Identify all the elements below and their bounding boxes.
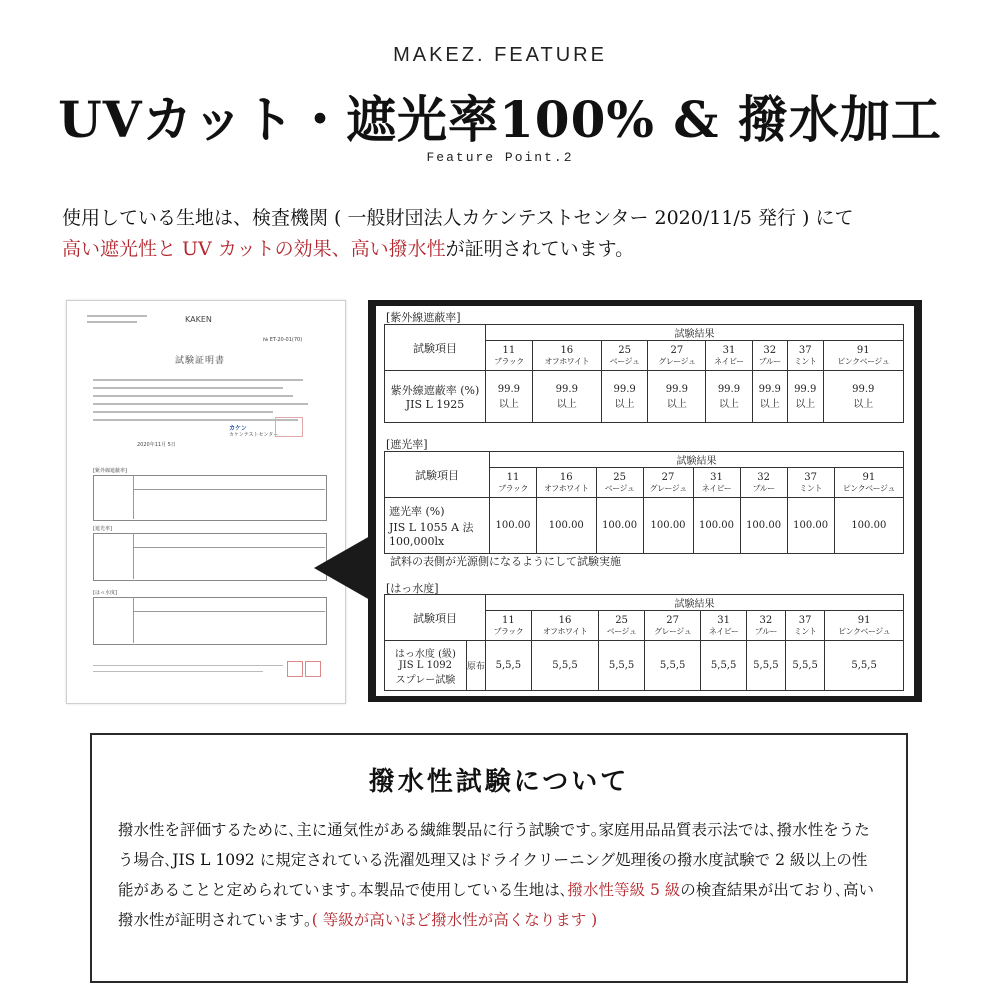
- water-table: [384, 594, 904, 691]
- color-name: ブルー: [752, 483, 775, 493]
- color-code: 27: [661, 471, 675, 483]
- uv-item-cell: [385, 371, 486, 423]
- shade-section-label: [遮光率]: [386, 438, 428, 451]
- doc-section-uv: [紫外線遮蔽率]: [93, 468, 127, 474]
- color-code: 32: [763, 344, 777, 356]
- color-header-cell: [746, 611, 785, 641]
- intro-text: [62, 203, 962, 265]
- color-name: ピンクベージュ: [838, 626, 891, 636]
- doc-header-line: [87, 321, 137, 323]
- color-header-cell: [599, 611, 645, 641]
- doc-section-water: [はっ水度]: [93, 590, 117, 596]
- color-header-cell: [834, 468, 903, 498]
- color-name: ベージュ: [606, 626, 637, 636]
- color-header-cell: [693, 468, 740, 498]
- results-header: 試験結果: [490, 452, 904, 468]
- color-code: 91: [857, 614, 871, 626]
- intro-line-2-rest: が証明されています。: [445, 238, 635, 260]
- water-item-line-3: スプレー試験: [395, 675, 456, 686]
- uv-value-cell: 99.9 以上: [823, 371, 903, 423]
- doc-text-line: [93, 387, 283, 389]
- uv-item-line-1: 紫外線遮蔽率 (%): [390, 384, 480, 397]
- color-header-cell: [787, 468, 834, 498]
- color-name: ミント: [793, 356, 817, 366]
- color-code: 25: [613, 471, 626, 483]
- uv-table: [384, 324, 904, 423]
- color-code: 37: [804, 471, 817, 483]
- doc-table-rule: [133, 597, 134, 643]
- info-text-1: 撥水性を評価するために､主に通気性がある繊維製品に行う試験です｡家庭用品品質表示法では､撥水性をうたう場合､JIS L 1092 に規定されている洗濯処理又はドライクリーニング処理後の撥水度試験で 2 級以上の性能があることと定められています｡本製品で使用している生地は､: [118, 821, 870, 899]
- uv-value-cell: 99.9 以上: [486, 371, 533, 423]
- shade-item-line-1: 遮光率 (%): [389, 505, 445, 518]
- shade-value-cell: 100.00: [693, 498, 740, 554]
- info-text-2: の検査結果が出ており､高い撥水性が証明されています｡: [118, 881, 874, 929]
- color-code: 16: [560, 344, 574, 356]
- color-name: グレージュ: [649, 483, 687, 493]
- item-header: 試験項目: [385, 595, 486, 641]
- color-code: 11: [502, 614, 515, 626]
- doc-text-line: [93, 379, 303, 381]
- color-header-cell: [490, 468, 537, 498]
- water-item-cell: [385, 641, 467, 691]
- doc-seal: [305, 661, 321, 677]
- color-code: 32: [757, 471, 770, 483]
- item-header: 試験項目: [385, 452, 490, 498]
- intro-line-1: 使用している生地は、検査機関 ( 一般財団法人カケンテストセンター 2020/11/5 発行 ) にて: [62, 207, 854, 229]
- color-code: 25: [618, 344, 631, 356]
- callout-pointer: [314, 536, 370, 600]
- shade-value-cell: 100.00: [537, 498, 597, 554]
- uv-value-cell: 99.9 以上: [752, 371, 787, 423]
- water-value-cell: 5,5,5: [531, 641, 599, 691]
- doc-footer-line: [93, 665, 283, 666]
- feature-point-label: Feature Point.2: [426, 150, 574, 165]
- water-value-cell: 5,5,5: [825, 641, 904, 691]
- doc-table-rule: [133, 533, 134, 579]
- uv-section-label: [紫外線遮蔽率]: [386, 311, 461, 324]
- color-code: 25: [615, 614, 628, 626]
- color-name: ネイビー: [714, 356, 744, 366]
- color-header-cell: [531, 611, 599, 641]
- water-value-cell: 5,5,5: [644, 641, 701, 691]
- doc-table-water: [93, 597, 327, 645]
- info-box-body: [118, 815, 878, 935]
- shade-item-line-3: 100,000lx: [389, 535, 445, 548]
- color-code: 31: [710, 471, 723, 483]
- shade-value-cell: 100.00: [740, 498, 787, 554]
- color-name: ミント: [793, 626, 817, 636]
- color-name: グレージュ: [658, 356, 696, 366]
- color-name: ベージュ: [609, 356, 640, 366]
- uv-value-cell: 99.9 以上: [787, 371, 823, 423]
- doc-section-shade: [遮光率]: [93, 526, 112, 532]
- color-name: ピンクベージュ: [837, 356, 890, 366]
- uv-value-cell: 99.9 以上: [532, 371, 601, 423]
- color-header-cell: [643, 468, 693, 498]
- color-name: オフホワイト: [542, 626, 588, 636]
- results-header: 試験結果: [486, 325, 904, 341]
- intro-highlight: 高い遮光性と UV カットの効果、高い撥水性: [62, 238, 446, 260]
- color-code: 32: [759, 614, 773, 626]
- color-header-cell: [740, 468, 787, 498]
- doc-text-line: [93, 395, 293, 397]
- color-header-cell: [786, 611, 825, 641]
- shade-note: 試料の表側が光源側になるようにして試験実施: [390, 555, 621, 568]
- results-header: 試験結果: [486, 595, 904, 611]
- info-highlight-note: ( 等級が高いほど撥水性が高くなります ): [311, 911, 598, 929]
- doc-stamp-logo: カケン: [229, 425, 247, 432]
- color-code: 37: [798, 614, 812, 626]
- doc-text-line: [93, 411, 273, 413]
- shade-value-cell: 100.00: [787, 498, 834, 554]
- color-header-cell: [823, 341, 903, 371]
- color-header-cell: [596, 468, 643, 498]
- color-header-cell: [537, 468, 597, 498]
- doc-date: 2020年11月 5日: [137, 442, 176, 448]
- color-code: 11: [506, 471, 520, 483]
- color-code: 16: [558, 614, 572, 626]
- color-name: ネイビー: [708, 626, 739, 636]
- doc-seal: [275, 417, 303, 437]
- water-repellency-info-box: [90, 733, 908, 983]
- intro-line-2: [62, 234, 962, 265]
- water-value-cell: 5,5,5: [599, 641, 645, 691]
- doc-text-line: [93, 403, 308, 405]
- doc-table-rule: [133, 489, 325, 490]
- doc-footer-line: [93, 671, 263, 672]
- shade-value-cell: 100.00: [834, 498, 903, 554]
- water-value-cell: 5,5,5: [746, 641, 785, 691]
- color-name: ネイビー: [701, 483, 732, 493]
- color-code: 16: [559, 471, 573, 483]
- page-title: UVカット・遮光率100% & 撥水加工: [58, 90, 942, 149]
- shade-item-cell: [385, 498, 490, 554]
- doc-org: KAKEN: [185, 315, 212, 324]
- doc-text-line: [93, 419, 298, 421]
- info-highlight-grade: 撥水性等級 5 級: [567, 881, 681, 899]
- color-name: グレージュ: [654, 626, 692, 636]
- water-value-cell: 5,5,5: [786, 641, 825, 691]
- color-name: オフホワイト: [544, 483, 589, 493]
- color-code: 27: [670, 344, 684, 356]
- color-header-cell: [648, 341, 706, 371]
- color-header-cell: [532, 341, 601, 371]
- color-name: オフホワイト: [544, 356, 590, 366]
- info-box-title: 撥水性試験について: [368, 767, 630, 797]
- color-header-cell: [644, 611, 701, 641]
- doc-seal: [287, 661, 303, 677]
- color-name: ブラック: [498, 483, 528, 493]
- water-value-cell: 5,5,5: [486, 641, 532, 691]
- color-name: ブラック: [493, 356, 524, 366]
- uv-value-cell: 99.9 以上: [706, 371, 752, 423]
- color-name: ミント: [799, 483, 822, 493]
- shade-item-line-2: JIS L 1055 A 法: [389, 521, 474, 534]
- brand-label: MAKEZ. FEATURE: [393, 44, 607, 66]
- shade-value-cell: 100.00: [643, 498, 693, 554]
- doc-center-name: カケンテストセンター: [229, 432, 279, 438]
- color-code: 31: [722, 344, 736, 356]
- uv-value-cell: 99.9 以上: [648, 371, 706, 423]
- water-item-line-1: はっ水度 (級): [394, 649, 456, 660]
- color-code: 11: [502, 344, 516, 356]
- zoomed-results: [376, 306, 914, 696]
- color-code: 27: [666, 614, 680, 626]
- color-header-cell: [787, 341, 823, 371]
- doc-number: № ET-20-01(70): [263, 337, 303, 343]
- item-header: 試験項目: [385, 325, 486, 371]
- doc-table-rule: [133, 611, 325, 612]
- color-header-cell: [825, 611, 904, 641]
- shade-value-cell: 100.00: [490, 498, 537, 554]
- color-name: ピンクベージュ: [842, 483, 895, 493]
- color-name: ブラック: [493, 626, 524, 636]
- uv-item-line-2: JIS L 1925: [405, 398, 465, 411]
- color-header-cell: [486, 341, 533, 371]
- color-name: ベージュ: [604, 483, 635, 493]
- water-section-label: [はっ水度]: [386, 582, 439, 595]
- color-code: 37: [798, 344, 812, 356]
- zoomed-results-frame: [368, 300, 922, 702]
- doc-table-shade: [93, 533, 327, 581]
- color-header-cell: [601, 341, 648, 371]
- color-code: 31: [717, 614, 730, 626]
- doc-table-rule: [133, 547, 325, 548]
- doc-table-rule: [133, 475, 134, 519]
- color-header-cell: [706, 341, 752, 371]
- color-header-cell: [701, 611, 746, 641]
- water-value-cell: 5,5,5: [701, 641, 746, 691]
- color-header-cell: [752, 341, 787, 371]
- doc-header-line: [87, 315, 147, 317]
- uv-value-cell: 99.9 以上: [601, 371, 648, 423]
- color-code: 91: [862, 471, 876, 483]
- shade-table: [384, 451, 904, 554]
- color-header-cell: [486, 611, 532, 641]
- color-name: ブルー: [754, 626, 777, 636]
- certificate-thumbnail: [66, 300, 346, 704]
- color-code: 91: [856, 344, 870, 356]
- doc-heading: 試験証明書: [175, 356, 226, 366]
- doc-table-uv: [93, 475, 327, 521]
- color-name: ブルー: [758, 356, 781, 366]
- water-item-line-2: JIS L 1092: [398, 660, 453, 671]
- shade-value-cell: 100.00: [596, 498, 643, 554]
- water-sub-label: 原布: [466, 641, 485, 691]
